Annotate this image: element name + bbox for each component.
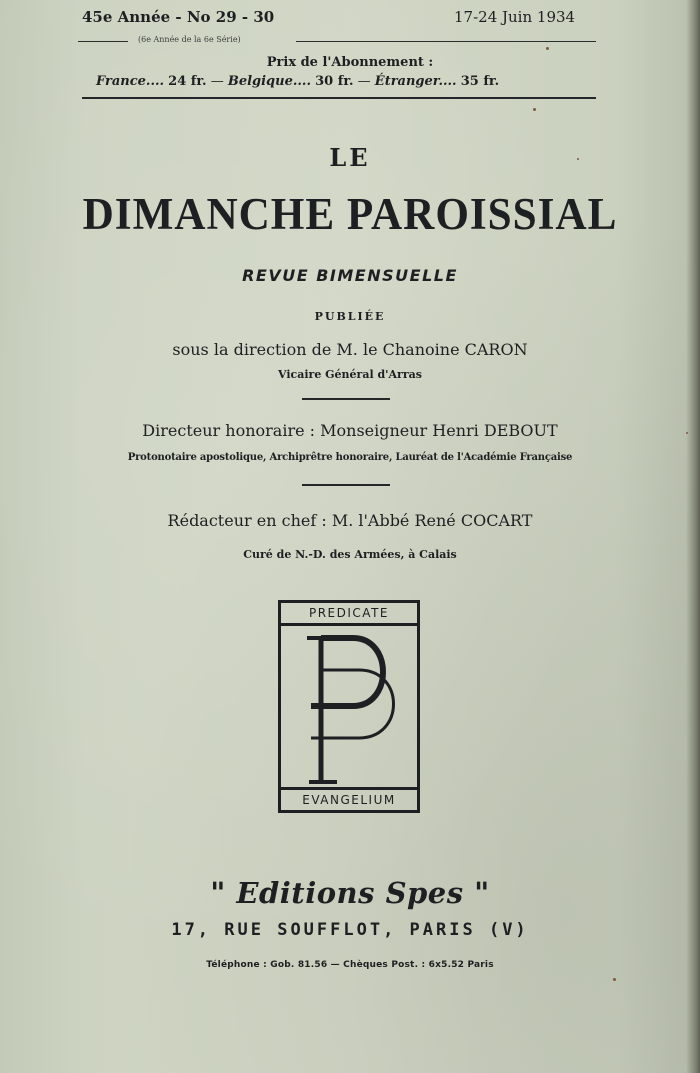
emblem-bottom-text: EVANGELIUM	[281, 787, 417, 810]
published-label: PUBLIÉE	[314, 310, 386, 323]
header-rule-left	[78, 41, 128, 42]
subscription-label: Prix de l'Abonnement :	[266, 55, 434, 70]
emblem-top-text: PREDICATE	[281, 603, 417, 626]
header-rule-right	[296, 41, 596, 42]
predicate-evangelium-emblem	[278, 600, 420, 813]
editor-in-chief-line: Rédacteur en chef : M. l'Abbé René COCART	[167, 511, 533, 530]
issue-number: 45e Année - No 29 - 30	[82, 8, 275, 26]
publisher-name: " Editions Spes "	[210, 876, 490, 910]
paper-speck	[546, 47, 549, 50]
title-article: LE	[329, 143, 371, 172]
paper-speck	[577, 158, 579, 160]
france-label: France....	[96, 74, 165, 89]
paper-speck	[533, 108, 536, 111]
p-monogram-icon	[281, 626, 417, 790]
direction-line: sous la direction de M. le Chanoine CARON	[172, 340, 528, 359]
header-divider	[82, 97, 596, 99]
direction-role: Vicaire Général d'Arras	[278, 368, 422, 381]
price-separator: —	[357, 74, 371, 89]
belgique-price: 30 fr.	[315, 74, 354, 89]
magazine-subtitle: REVUE BIMENSUELLE	[242, 266, 458, 285]
editor-in-chief-role: Curé de N.-D. des Armées, à Calais	[243, 548, 457, 561]
paper-speck	[613, 978, 616, 981]
etranger-label: Étranger....	[374, 74, 457, 89]
price-separator: —	[210, 74, 224, 89]
etranger-price: 35 fr.	[460, 74, 500, 89]
section-divider	[302, 484, 390, 486]
subscription-prices	[96, 74, 596, 89]
section-divider	[302, 398, 390, 400]
honorary-director-titles: Protonotaire apostolique, Archiprêtre honoraire, Lauréat de l'Académie Française	[127, 452, 573, 463]
publisher-address: 17, RUE SOUFFLOT, PARIS (V)	[171, 920, 529, 940]
serie-note: (6e Année de la 6e Série)	[138, 35, 241, 44]
issue-date: 17-24 Juin 1934	[454, 8, 576, 26]
publisher-contact: Téléphone : Gob. 81.56 — Chèques Post. : 6x5.52 Paris	[206, 960, 494, 970]
magazine-title: DIMANCHE PAROISSIAL	[82, 189, 618, 239]
paper-speck	[686, 432, 688, 434]
france-price: 24 fr.	[168, 74, 207, 89]
belgique-label: Belgique....	[227, 74, 311, 89]
honorary-director-line: Directeur honoraire : Monseigneur Henri DEBOUT	[142, 421, 558, 440]
